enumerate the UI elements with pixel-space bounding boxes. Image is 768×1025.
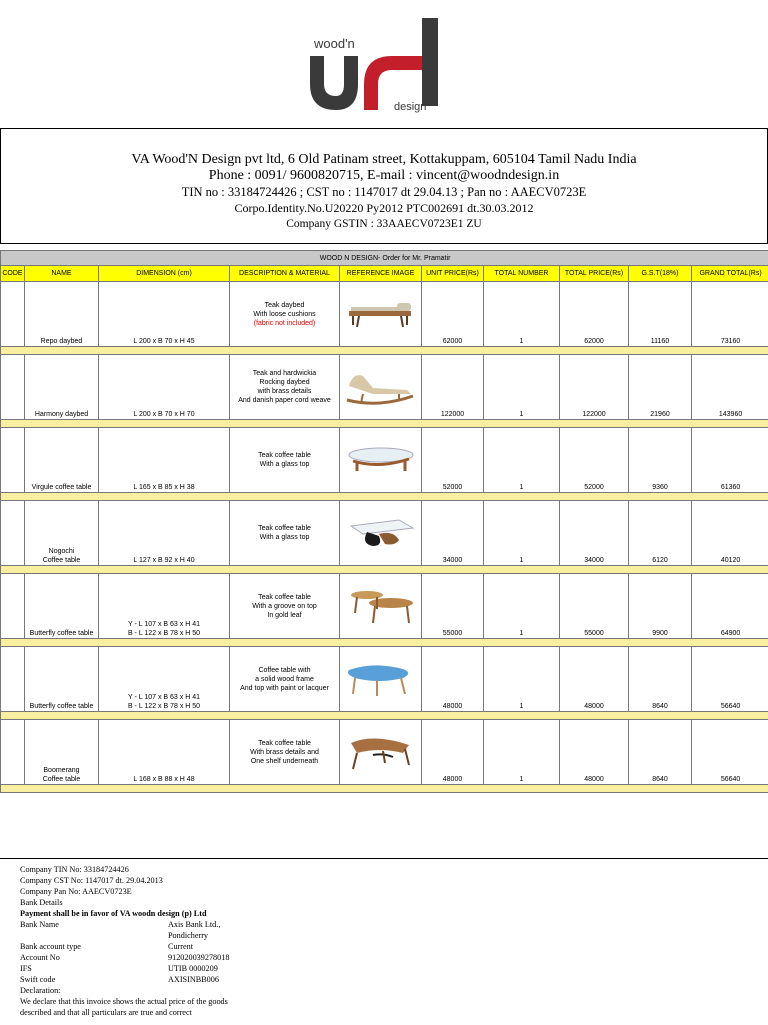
item-unit-price: 34000: [422, 501, 484, 566]
item-unit-price: 122000: [422, 355, 484, 420]
bank-line-value: Current: [168, 942, 193, 952]
column-header: G.S.T(18%): [629, 266, 692, 282]
logo-text-bottom: design: [394, 101, 426, 113]
order-table: [0, 250, 768, 793]
item-description: Coffee table with a solid wood frame And top with paint or lacquer: [230, 647, 340, 712]
column-header: TOTAL PRICE(Rs): [560, 266, 629, 282]
wood-n-design-logo-icon: [300, 14, 450, 122]
rocking-daybed-image-icon: [343, 366, 419, 408]
item-dimension: Y - L 107 x B 63 x H 41 B - L 122 x B 78 x H 50: [99, 574, 230, 639]
item-gst: 8640: [629, 720, 692, 785]
column-header: UNIT PRICE(Rs): [422, 266, 484, 282]
order-header-row: [1, 266, 768, 282]
item-code: [1, 282, 25, 347]
bank-line: [20, 986, 60, 996]
item-reference-image: [340, 355, 422, 420]
item-reference-image: [340, 428, 422, 493]
item-name: Nogochi Coffee table: [25, 501, 99, 566]
item-reference-image: [340, 282, 422, 347]
item-name: Butterfly coffee table: [25, 574, 99, 639]
bank-line-label: IFS: [20, 964, 32, 973]
bank-line: [20, 953, 60, 963]
item-name: Harmony daybed: [25, 355, 99, 420]
item-code: [1, 501, 25, 566]
virgule-table-image-icon: [343, 439, 419, 481]
item-total-number: 1: [484, 501, 560, 566]
item-total-number: 1: [484, 574, 560, 639]
item-name: Butterfly coffee table: [25, 647, 99, 712]
column-header: DESCRIPTION & MATERIAL: [230, 266, 340, 282]
item-total-price: 55000: [560, 574, 629, 639]
butterfly-table-image-icon: [343, 585, 419, 627]
item-total-number: 1: [484, 428, 560, 493]
bank-line-value: UTIB 0000209: [168, 964, 218, 974]
item-total-price: 34000: [560, 501, 629, 566]
company-logo: [300, 14, 450, 122]
item-code: [1, 428, 25, 493]
bank-line-label: Bank account type: [20, 942, 81, 951]
order-item-row: [1, 647, 768, 712]
item-grand-total: 56640: [692, 720, 768, 785]
order-body: [1, 282, 768, 793]
bank-line-value: AXISINBB006: [168, 975, 219, 985]
bank-line: [20, 865, 129, 875]
order-item-row: [1, 282, 768, 347]
bank-line-label: Payment shall be in favor of VA woodn design (p) Ltd: [20, 909, 207, 918]
item-dimension: Y - L 107 x B 63 x H 41 B - L 122 x B 78 x H 50: [99, 647, 230, 712]
column-header: CODE: [1, 266, 25, 282]
item-unit-price: 55000: [422, 574, 484, 639]
item-code: [1, 647, 25, 712]
bank-line-label: Company Pan No: AAECV0723E: [20, 887, 132, 896]
item-total-number: 1: [484, 647, 560, 712]
separator-cell: [1, 712, 768, 720]
bank-line-label: Company CST No: 1147017 dt. 29.04.2013: [20, 876, 163, 885]
item-total-price: 62000: [560, 282, 629, 347]
item-grand-total: 40120: [692, 501, 768, 566]
column-header: NAME: [25, 266, 99, 282]
bank-line-label: Bank Details: [20, 898, 63, 907]
item-gst: 6120: [629, 501, 692, 566]
item-reference-image: [340, 647, 422, 712]
item-grand-total: 64900: [692, 574, 768, 639]
bank-line: [20, 909, 207, 919]
separator-cell: [1, 493, 768, 501]
item-dimension: L 168 x B 88 x H 48: [99, 720, 230, 785]
item-dimension: L 127 x B 92 x H 40: [99, 501, 230, 566]
bank-line: [20, 898, 63, 908]
bank-line: [20, 997, 228, 1007]
company-address: VA Wood'N Design pvt ltd, 6 Old Patinam street, Kottakuppam, 605104 Tamil Nadu India: [1, 152, 767, 168]
item-description: Teak coffee table With a glass top: [230, 501, 340, 566]
item-code: [1, 720, 25, 785]
item-name: Boomerang Coffee table: [25, 720, 99, 785]
row-separator: [1, 785, 768, 793]
item-name: Repo daybed: [25, 282, 99, 347]
item-description: Teak coffee table With a groove on top In gold leaf: [230, 574, 340, 639]
row-separator: [1, 712, 768, 720]
column-header: DIMENSION (cm): [99, 266, 230, 282]
item-total-number: 1: [484, 720, 560, 785]
item-description: Teak daybed With loose cushions (fabric not included): [230, 282, 340, 347]
item-code: [1, 574, 25, 639]
separator-cell: [1, 785, 768, 793]
bank-line-value: Axis Bank Ltd.,: [168, 920, 220, 930]
order-item-row: [1, 428, 768, 493]
daybed-image-icon: [343, 293, 419, 335]
item-dimension: L 200 x B 70 x H 70: [99, 355, 230, 420]
item-total-price: 52000: [560, 428, 629, 493]
item-description: Teak coffee table With brass details and One shelf underneath: [230, 720, 340, 785]
item-unit-price: 52000: [422, 428, 484, 493]
company-tax-ids: TIN no : 33184724426 ; CST no : 1147017 dt 29.04.13 ; Pan no : AAECV0723E: [1, 184, 767, 200]
item-grand-total: 143960: [692, 355, 768, 420]
order-item-row: [1, 501, 768, 566]
nogochi-table-image-icon: [343, 512, 419, 554]
item-gst: 8640: [629, 647, 692, 712]
item-reference-image: [340, 501, 422, 566]
column-header: TOTAL NUMBER: [484, 266, 560, 282]
company-contact: Phone : 0091/ 9600820715, E-mail : vincent@woodndesign.in: [1, 168, 767, 184]
separator-cell: [1, 420, 768, 428]
row-separator: [1, 420, 768, 428]
order-item-row: [1, 574, 768, 639]
item-gst: 9900: [629, 574, 692, 639]
item-total-number: 1: [484, 282, 560, 347]
painted-table-image-icon: [343, 658, 419, 700]
bank-line-value: 912020039278018: [168, 953, 229, 963]
item-grand-total: 56640: [692, 647, 768, 712]
bank-line-label: Account No: [20, 953, 60, 962]
item-gst: 11160: [629, 282, 692, 347]
bank-line: [20, 887, 132, 897]
column-header: GRAND TOTAL(Rs): [692, 266, 768, 282]
item-reference-image: [340, 574, 422, 639]
bank-line-label: Bank Name: [20, 920, 59, 929]
row-separator: [1, 493, 768, 501]
company-gstin: Company GSTIN : 33AAECV0723E1 ZU: [1, 216, 767, 232]
bank-line-label: Declaration:: [20, 986, 60, 995]
separator-cell: [1, 639, 768, 647]
company-info-box: [0, 128, 768, 244]
bank-line: [20, 876, 163, 886]
item-description: Teak coffee table With a glass top: [230, 428, 340, 493]
item-reference-image: [340, 720, 422, 785]
item-total-price: 48000: [560, 720, 629, 785]
row-separator: [1, 347, 768, 355]
item-note: (fabric not included): [254, 320, 315, 327]
item-description: Teak and hardwickia Rocking daybed with brass details And danish paper cord weave: [230, 355, 340, 420]
company-corporate-id: Corpo.Identity.No.U20220 Py2012 PTC002691 dt.30.03.2012: [1, 200, 767, 216]
bank-line: [20, 975, 55, 985]
bank-details-section: [0, 858, 768, 1025]
item-gst: 21960: [629, 355, 692, 420]
item-gst: 9360: [629, 428, 692, 493]
column-header: REFERENCE IMAGE: [340, 266, 422, 282]
item-total-number: 1: [484, 355, 560, 420]
bank-line: [20, 942, 81, 952]
item-total-price: 48000: [560, 647, 629, 712]
item-code: [1, 355, 25, 420]
item-dimension: L 200 x B 70 x H 45: [99, 282, 230, 347]
item-grand-total: 61360: [692, 428, 768, 493]
order-title: WOOD N DESIGN- Order for Mr. Pramatir: [1, 251, 768, 266]
bank-line-label: Swift code: [20, 975, 55, 984]
row-separator: [1, 566, 768, 574]
bank-line-label: We declare that this invoice shows the actual price of the goods: [20, 997, 228, 1006]
bank-line-label: Company TIN No: 33184724426: [20, 865, 129, 874]
item-unit-price: 48000: [422, 647, 484, 712]
logo-text-top: wood'n: [313, 36, 355, 51]
bank-line: [20, 964, 32, 974]
item-grand-total: 73160: [692, 282, 768, 347]
bank-line-value: Pondicherry: [168, 931, 208, 941]
separator-cell: [1, 347, 768, 355]
order-item-row: [1, 355, 768, 420]
row-separator: [1, 639, 768, 647]
item-total-price: 122000: [560, 355, 629, 420]
item-dimension: L 165 x B 85 x H 38: [99, 428, 230, 493]
boomerang-table-image-icon: [343, 731, 419, 773]
bank-line: [20, 1008, 192, 1018]
item-unit-price: 48000: [422, 720, 484, 785]
bank-line: [20, 920, 59, 930]
separator-cell: [1, 566, 768, 574]
order-item-row: [1, 720, 768, 785]
item-name: Virgule coffee table: [25, 428, 99, 493]
item-unit-price: 62000: [422, 282, 484, 347]
bank-line-label: described and that all particulars are true and correct: [20, 1008, 192, 1017]
